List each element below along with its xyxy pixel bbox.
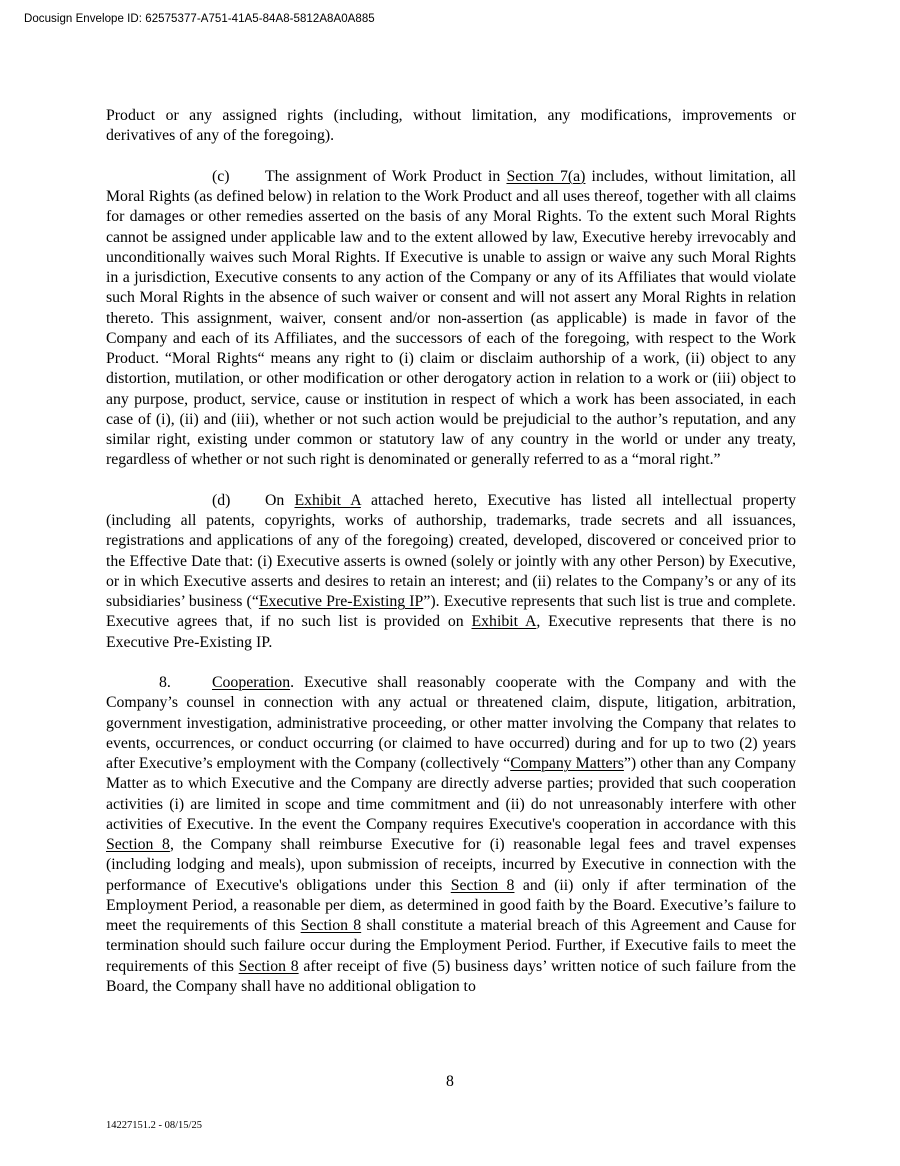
paragraph-text: shall constitute a material breach of this Agreement and Cause for termination should such failure occur during the Employment Period. Further, if Executive fails to meet the requirements of this xyxy=(106,917,797,975)
paragraph-text: ”) other than any Company Matter as to which Executive and the Company are directly adverse parties; provided that such cooperation activities (i) are limited in scope and time commitment and (ii) do not unreasonably interfere with other activities of Executive. In the event the Company requires Executive's cooperation in accordance with this xyxy=(106,755,796,833)
page-number: 8 xyxy=(446,1073,454,1090)
paragraph-text: The assignment of Work Product in xyxy=(265,167,507,185)
section-8-reference: Section 8 xyxy=(238,957,299,975)
section-heading: Cooperation xyxy=(212,674,291,691)
section-8-reference: Section 8 xyxy=(450,876,515,894)
section-8-reference: Section 8 xyxy=(106,836,170,853)
section-8-cooperation xyxy=(106,673,796,997)
paragraph-d xyxy=(106,491,796,653)
document-body xyxy=(106,106,796,997)
exhibit-a-reference: Exhibit A xyxy=(471,613,537,631)
paragraph-text: attached hereto, Executive has listed all intellectual property (including all patents, copyrights, works of authorship, trademarks, trade secrets and all issuances, registrations and applications of any of the foregoing) created, developed, discovered or conceived prior to the Effective Date that: (i) Executive asserts is owned (solely or jointly with any other Person) by Executive, or in which Executive asserts and desires to retain an interest; and (ii) relates to the Company’s or any of its subsidiaries’ business (“ xyxy=(106,491,797,610)
paragraph-text: On xyxy=(265,491,295,509)
paragraph-text: Product or any assigned rights (including, without limitation, any modifications, improvements or derivatives of any of the foregoing). xyxy=(106,107,796,145)
paragraph-c xyxy=(106,167,796,471)
exhibit-a-reference: Exhibit A xyxy=(294,491,361,509)
paragraph-text: , the Company shall reimburse Executive for (i) reasonable legal fees and travel expenses (including lodging and meals), upon submission of receipts, incurred by Executive in connection with the performance of Executive's obligations under this xyxy=(106,836,796,894)
document-id-footer: 14227151.2 - 08/15/25 xyxy=(106,1120,202,1131)
paragraph-text: . Executive shall reasonably cooperate with the Company and with the Company’s counsel in connection with any actual or threatened claim, dispute, litigation, arbitration, government investigation, administrative proceeding, or other matter involving the Company that relates to events, occurrences, or conduct occurring (or claimed to have occurred) during and for up to two (2) years after Executive’s employment with the Company (collectively “ xyxy=(106,674,796,772)
section-7a-reference: Section 7(a) xyxy=(506,167,586,185)
section-8-reference: Section 8 xyxy=(300,917,362,934)
paragraph-text: ”). Executive represents that such list is true and complete. Executive agrees that, if no such list is provided on xyxy=(106,593,797,631)
paragraph-text: , Executive represents that there is no Executive Pre-Existing IP. xyxy=(106,613,796,651)
clause-marker: (d) xyxy=(212,491,231,509)
paragraph-text: includes, without limitation, all Moral Rights (as defined below) in relation to the Work Product and all uses thereof, together with all claims for damages or other remedies asserted on the basis of any Moral Rights. To the extent such Moral Rights cannot be assigned under applicable law and to the extent allowed by law, Executive hereby irrevocably and unconditionally waives such Moral Rights. If Executive is unable to assign or waive any such Moral Rights in a jurisdiction, Executive consents to any action of the Company or any of its Affiliates that would violate such Moral Rights in the absence of such waiver or consent and will not assert any Moral Rights in relation thereto. This assignment, waiver, consent and/or non-assertion (as applicable) is made in favor of the Company and each of its Affiliates, and the successors of each of the foregoing, with respect to the Work Product. “Moral Rights“ means any right to (i) claim or disclaim authorship of a work, (ii) object to any distortion, mutilation, or other modification or other derogatory action in relation to a work or (iii) object to any purpose, product, service, cause or institution in respect of which a work has been associated, in each case of (i), (ii) and (iii), whether or not such action would be prejudicial to the author’s reputation, and any similar right, existing under common or statutory law of any country in the world or under any treaty, regardless of whether or not such right is denominated or generally referred to as a “moral right.” xyxy=(106,167,796,469)
section-number: 8. xyxy=(159,674,171,691)
clause-marker: (c) xyxy=(212,167,230,185)
paragraph-text: and (ii) only if after termination of the Employment Period, a reasonable per diem, as determined in good faith by the Board. Executive’s failure to meet the requirements of this xyxy=(106,876,796,934)
envelope-id-header: Docusign Envelope ID: 62575377-A751-41A5-84A8-5812A8A0A885 xyxy=(24,13,375,25)
paragraph-continuation xyxy=(106,106,796,147)
defined-term: Company Matters xyxy=(510,755,624,772)
paragraph-text: after receipt of five (5) business days’ written notice of such failure from the Board, the Company shall have no additional obligation to xyxy=(106,957,796,995)
defined-term: Executive Pre-Existing IP xyxy=(258,593,424,610)
